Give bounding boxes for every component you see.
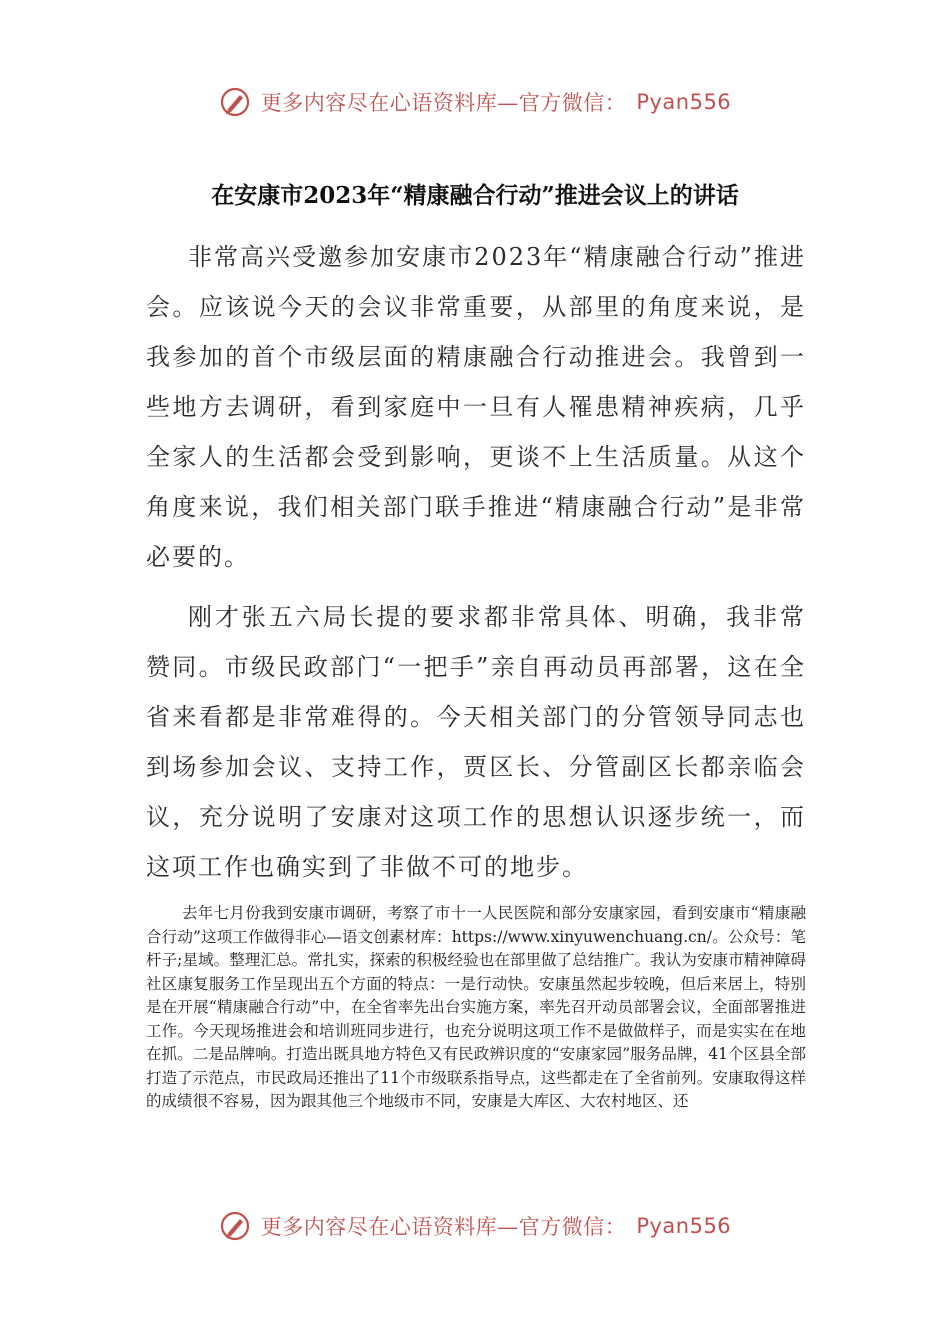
pen-logo-icon	[219, 1210, 251, 1242]
paragraph-1: 非常高兴受邀参加安康市2023年“精康融合行动”推进会。应该说今天的会议非常重要，从部里的角度来说，是我参加的首个市级层面的精康融合行动推进会。我曾到一些地方去调研，看到家庭中一旦有人罹患精神疾病，几乎全家人的生活都会受到影响，更谈不上生活质量。从这个角度来说，我们相关部门联手推进“精康融合行动”是非常必要的。	[146, 243, 806, 571]
watermark-text: 更多内容尽在心语资料库—官方微信：	[260, 1215, 627, 1239]
paragraph-2: 刚才张五六局长提的要求都非常具体、明确，我非常赞同。市级民政部门“一把手”亲自再动员再部署，这在全省来看都是非常难得的。今天相关部门的分管领导同志也到场参加会议、支持工作，贾区长、分管副区长都亲临会议，充分说明了安康对这项工作的思想认识逐步统一，而这项工作也确实到了非做不可的地步。	[146, 603, 806, 881]
footer-watermark	[0, 1210, 950, 1242]
header-watermark	[0, 86, 950, 118]
paragraph-3: 去年七月份我到安康市调研，考察了市十一人民医院和部分安康家园，看到安康市“精康融合行动”这项工作做得非心—语文创素材库：https://www.xinyuwenchuang.cn/。公众号：笔杆子;星域。整理汇总。常扎实，探索的积极经验也在部里做了总结推广。我认为安康市精神障碍社区康复服务工作呈现出五个方面的特点：一是行动快。安康虽然起步较晚，但后来居上，特别是在开展“精康融合行动”中，在全省率先出台实施方案，率先召开动员部署会议，全面部署推进工作。今天现场推进会和培训班同步进行，也充分说明这项工作不是做做样子，而是实实在在地在抓。二是品牌响。打造出既具地方特色又有民政辨识度的“安康家园”服务品牌，41个区县全部打造了示范点，市民政局还推出了11个市级联系指导点，这些都走在了全省前列。安康取得这样的成绩很不容易，因为跟其他三个地级市不同，安康是大库区、大农村地区、还	[146, 904, 806, 1110]
watermark-wechat-id: Pyan556	[636, 1214, 732, 1238]
watermark-text: 更多内容尽在心语资料库—官方微信：	[260, 91, 627, 115]
watermark-wechat-id: Pyan556	[636, 90, 732, 114]
pen-logo-icon	[219, 86, 251, 118]
document-title: 在安康市2023年“精康融合行动”推进会议上的讲话	[211, 182, 739, 209]
